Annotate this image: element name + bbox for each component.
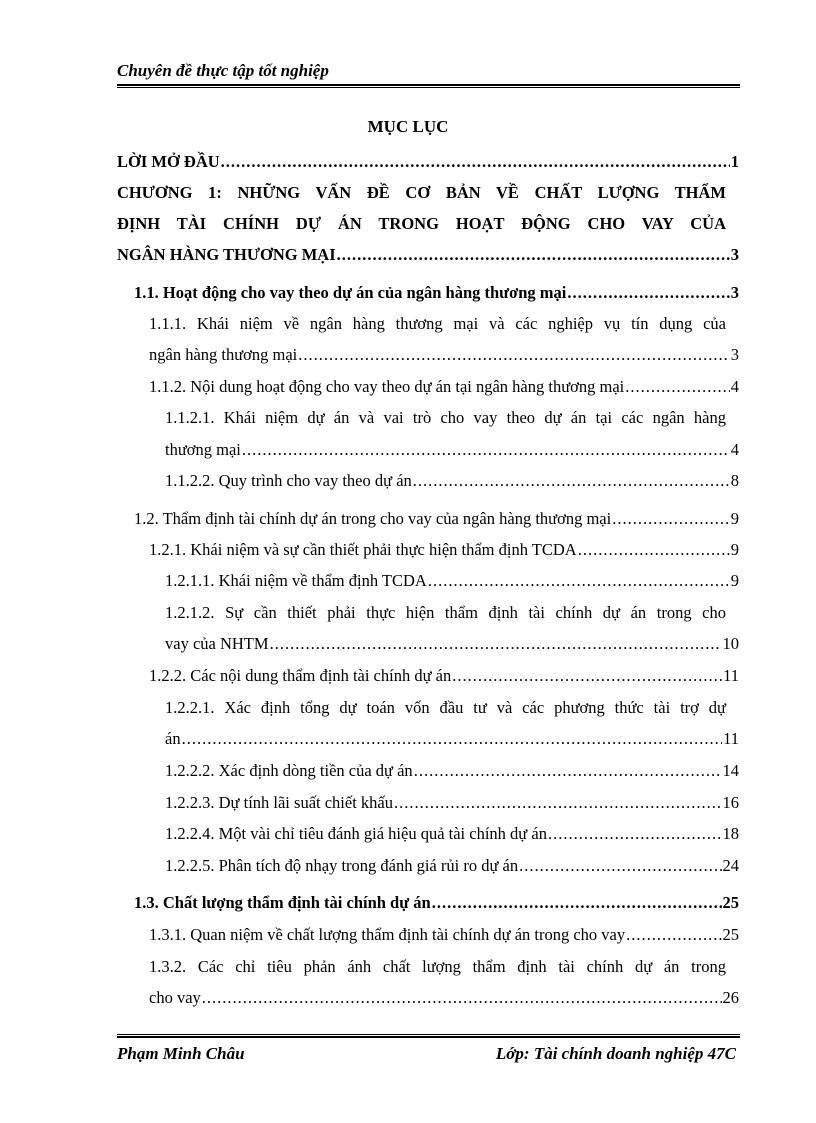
toc-entry-text: thương mại xyxy=(165,440,241,459)
toc-page-number: 4 xyxy=(730,440,739,459)
toc-entry-text: 1.2.2.4. Một vài chỉ tiêu đánh giá hiệu quả tài chính dự án xyxy=(165,824,547,843)
toc-entry-1-2-1 xyxy=(149,535,739,565)
dot-leader xyxy=(182,724,723,754)
toc-entry-text: 1.3. Chất lượng thẩm định tài chính dự án xyxy=(134,893,431,912)
toc-entry-text: 1.2. Thẩm định tài chính dự án trong cho vay của ngân hàng thương mại xyxy=(134,509,612,528)
toc-entry-text: 1.1. Hoạt động cho vay theo dự án của ngân hàng thương mại xyxy=(134,283,567,302)
toc-entry-1-1-2-1-line1: 1.1.2.1. Khái niệm dự án và vai trò cho vay theo dự án tại các ngân hàng xyxy=(165,408,726,427)
toc-entry-chuong-1 xyxy=(117,240,739,270)
dot-leader xyxy=(270,629,722,659)
toc-page-number: 9 xyxy=(730,571,739,590)
toc-entry-1-3-1 xyxy=(149,920,739,950)
toc-entry-text: ngân hàng thương mại xyxy=(149,345,298,364)
toc-entry-1-2-2-4 xyxy=(165,819,739,849)
toc-page-number: 8 xyxy=(730,471,739,490)
toc-entry-1-2-2 xyxy=(149,661,739,691)
toc-entry-1-1-2-2 xyxy=(165,466,739,496)
header-rule-thin xyxy=(117,87,740,88)
toc-page-number: 3 xyxy=(730,345,739,364)
toc-entry-1-1 xyxy=(134,278,739,308)
toc-entry-text: 1.2.2. Các nội dung thẩm định tài chính dự án xyxy=(149,666,452,685)
dot-leader xyxy=(548,819,722,849)
toc-page-number: 3 xyxy=(730,245,739,264)
toc-entry-1-2-2-2 xyxy=(165,756,739,786)
toc-entry-text: 1.2.1.1. Khái niệm về thẩm định TCDA xyxy=(165,571,427,590)
toc-entry-1-2 xyxy=(134,504,739,534)
toc-entry-chuong-1-line2: ĐỊNH TÀI CHÍNH DỰ ÁN TRONG HOẠT ĐỘNG CHO VAY CỦA xyxy=(117,214,726,233)
toc-entry-text: 1.2.2.5. Phân tích độ nhạy trong đánh giá rủi ro dự án xyxy=(165,856,519,875)
toc-entry-text: vay của NHTM xyxy=(165,634,269,653)
toc-page-number: 18 xyxy=(722,824,739,843)
toc-page-number: 11 xyxy=(723,729,739,748)
toc-page-number: 10 xyxy=(722,634,739,653)
toc-entry-1-2-2-3 xyxy=(165,788,739,818)
toc-page-number: 24 xyxy=(722,856,739,875)
toc-entry-loi-mo-dau xyxy=(117,147,739,177)
dot-leader xyxy=(242,435,730,465)
toc-page-number: 1 xyxy=(730,152,739,171)
toc-entry-text: 1.1.2. Nội dung hoạt động cho vay theo dự án tại ngân hàng thương mại xyxy=(149,377,625,396)
toc-entry-1-2-2-1 xyxy=(165,724,739,754)
toc-entry-1-3-2 xyxy=(149,983,739,1013)
toc-entry-1-2-1-2-line1: 1.2.1.2. Sự cần thiết phải thực hiện thẩm định tài chính dự án trong cho xyxy=(165,603,726,622)
toc-page-number: 11 xyxy=(723,666,739,685)
toc-page-number: 14 xyxy=(722,761,739,780)
toc-entry-1-1-2 xyxy=(149,372,739,402)
toc-entry-text: cho vay xyxy=(149,988,201,1007)
header-rule xyxy=(117,84,740,86)
dot-leader xyxy=(625,372,730,402)
running-header: Chuyên đề thực tập tốt nghiệp xyxy=(117,61,329,80)
toc-entry-1-2-2-5 xyxy=(165,851,739,881)
dot-leader xyxy=(612,504,730,534)
toc-entry-text: LỜI MỞ ĐẦU xyxy=(117,152,220,171)
toc-page-number: 25 xyxy=(722,893,739,912)
dot-leader xyxy=(394,788,722,818)
toc-page-number: 25 xyxy=(722,925,739,944)
footer-rule xyxy=(117,1036,740,1038)
toc-entry-1-2-1-1 xyxy=(165,566,739,596)
toc-entry-text: 1.2.1. Khái niệm và sự cần thiết phải thực hiện thẩm định TCDA xyxy=(149,540,577,559)
toc-page-number: 9 xyxy=(730,509,739,528)
dot-leader xyxy=(626,920,721,950)
toc-entry-text: 1.3.1. Quan niệm về chất lượng thẩm định tài chính dự án trong cho vay xyxy=(149,925,626,944)
toc-entry-1-1-1-line1: 1.1.1. Khái niệm về ngân hàng thương mại và các nghiệp vụ tín dụng của xyxy=(149,314,726,333)
footer-author: Phạm Minh Châu xyxy=(117,1044,245,1063)
toc-entry-text: 1.2.2.2. Xác định dòng tiền của dự án xyxy=(165,761,413,780)
dot-leader xyxy=(413,466,730,496)
dot-leader xyxy=(578,535,730,565)
toc-entry-1-3-2-line1: 1.3.2. Các chỉ tiêu phản ánh chất lượng thẩm định tài chính dự án trong xyxy=(149,957,726,976)
dot-leader xyxy=(221,147,730,177)
toc-entry-text: án xyxy=(165,729,181,748)
dot-leader xyxy=(428,566,730,596)
toc-page-number: 26 xyxy=(722,988,739,1007)
dot-leader xyxy=(567,278,729,308)
dot-leader xyxy=(337,240,730,270)
toc-page-number: 16 xyxy=(722,793,739,812)
toc-entry-text: 1.1.2.2. Quy trình cho vay theo dự án xyxy=(165,471,412,490)
toc-entry-1-2-1-2 xyxy=(165,629,739,659)
footer-rule-thin xyxy=(117,1034,740,1035)
dot-leader xyxy=(298,340,729,370)
toc-page-number: 3 xyxy=(730,283,739,302)
dot-leader xyxy=(202,983,722,1013)
dot-leader xyxy=(432,888,722,918)
dot-leader xyxy=(414,756,722,786)
toc-page-number: 4 xyxy=(730,377,739,396)
toc-entry-1-2-2-1-line1: 1.2.2.1. Xác định tổng dự toán vốn đầu tư và các phương thức tài trợ dự xyxy=(165,698,726,717)
dot-leader xyxy=(519,851,721,881)
footer-class: Lớp: Tài chính doanh nghiệp 47C xyxy=(495,1044,736,1063)
toc-entry-1-1-2-1 xyxy=(165,435,739,465)
toc-title: MỤC LỤC xyxy=(367,117,449,136)
toc-entry-text: NGÂN HÀNG THƯƠNG MẠI xyxy=(117,245,336,264)
toc-entry-chuong-1-line1: CHƯƠNG 1: NHỮNG VẤN ĐỀ CƠ BẢN VỀ CHẤT LƯỢNG THẨM xyxy=(117,183,726,202)
dot-leader xyxy=(452,661,722,691)
toc-entry-text: 1.2.2.3. Dự tính lãi suất chiết khấu xyxy=(165,793,393,812)
toc-entry-1-3 xyxy=(134,888,739,918)
toc-entry-1-1-1 xyxy=(149,340,739,370)
toc-page-number: 9 xyxy=(730,540,739,559)
